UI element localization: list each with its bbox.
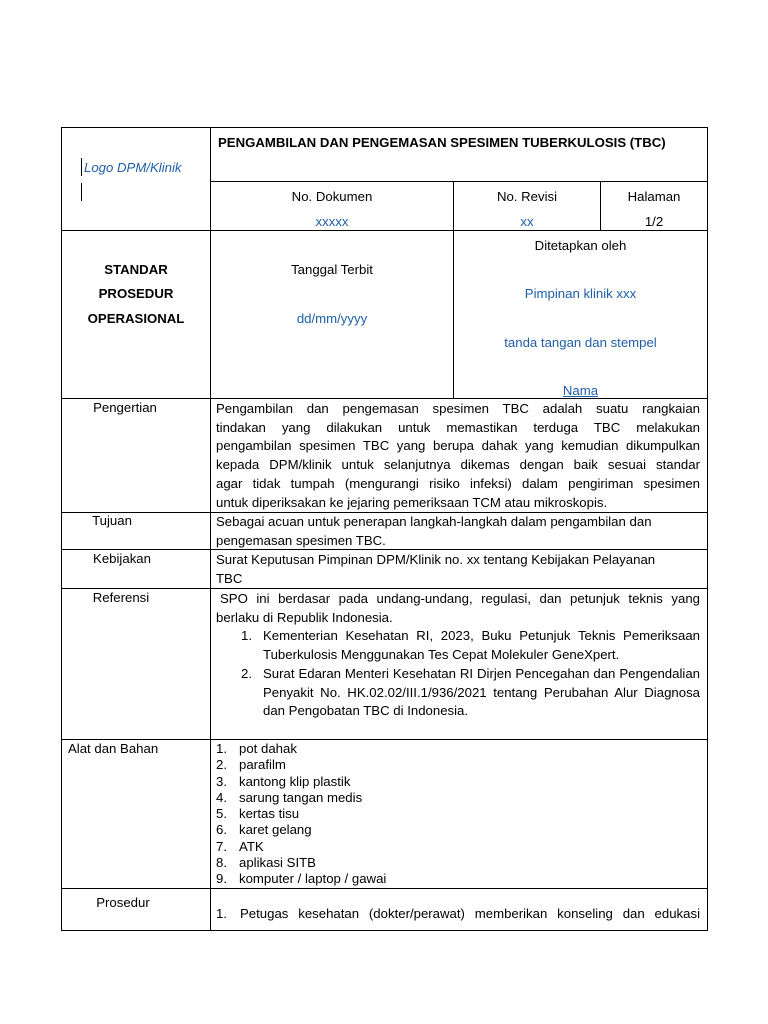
section-label-pengertian: Pengertian xyxy=(93,400,157,415)
list-number: 1. xyxy=(241,628,252,644)
list-number: 9. xyxy=(216,871,227,887)
list-item xyxy=(216,741,700,757)
doc-number-value: xxxxx xyxy=(315,214,349,229)
tool-name: sarung tangan medis xyxy=(239,789,363,805)
issue-date-value: dd/mm/yyyy xyxy=(296,311,368,326)
list-number: 6. xyxy=(216,822,227,838)
list-number: 8. xyxy=(216,855,227,871)
list-number: 3. xyxy=(216,773,227,789)
list-number: 1. xyxy=(216,741,227,756)
tool-name: komputer / laptop / gawai xyxy=(239,871,387,887)
section-label-tujuan: Tujuan xyxy=(92,513,132,528)
text-line: Sebagai acuan untuk penerapan langkah-langkah dalam pengambilan dan xyxy=(216,514,652,529)
section-label-prosedur: Prosedur xyxy=(96,895,150,910)
list-item xyxy=(216,822,700,838)
list-item xyxy=(216,627,700,664)
reference-text: Kementerian Kesehatan RI, 2023, Buku Petunjuk Teknis Pemeriksaan Tuberkulosis Menggunakan Tes Cepat Molekuler GeneXpert. xyxy=(263,628,700,663)
issue-date-label: Tanggal Terbit xyxy=(291,262,373,277)
text-line: agar tidak tumpah (mengurangi risiko infeksi) dalam pengiriman spesimen xyxy=(216,475,700,491)
list-number: 5. xyxy=(216,806,227,822)
list-item xyxy=(216,905,700,924)
page-label: Halaman xyxy=(627,189,681,204)
list-item xyxy=(216,806,700,822)
signatory-name: Nama xyxy=(562,383,599,398)
table-divider xyxy=(210,181,708,182)
approved-by-label: Ditetapkan oleh xyxy=(534,238,627,253)
tool-name: parafilm xyxy=(239,757,286,773)
approver-name: Pimpinan klinik xxx xyxy=(524,286,637,301)
logo-placeholder: Logo DPM/Klinik xyxy=(84,160,182,175)
revision-value: xx xyxy=(520,214,534,229)
table-border-left xyxy=(61,127,62,931)
tool-name: karet gelang xyxy=(239,822,312,838)
list-number: 4. xyxy=(216,789,227,805)
table-divider xyxy=(61,888,708,889)
text-cursor-icon xyxy=(81,183,82,201)
table-border-bottom xyxy=(61,930,708,931)
text-line: SPO ini berdasar pada undang-undang, regulasi, dan petunjuk teknis yang xyxy=(220,591,700,606)
section-label-alat-bahan: Alat dan Bahan xyxy=(68,741,159,756)
section-body-kebijakan xyxy=(216,551,700,588)
text-line: Surat Keputusan Pimpinan DPM/Klinik no. xx tentang Kebijakan Pelayanan xyxy=(216,552,656,567)
tool-name: ATK xyxy=(239,838,264,854)
section-body-referensi xyxy=(216,590,700,721)
section-body-prosedur xyxy=(216,905,700,924)
list-number: 2. xyxy=(216,757,227,773)
text-line: kepada DPM/klinik untuk selanjutnya dikemas dengan baik sesuai standar xyxy=(216,457,700,473)
document-title: PENGAMBILAN DAN PENGEMASAN SPESIMEN TUBERKULOSIS (TBC) xyxy=(218,135,666,150)
list-item xyxy=(216,757,700,773)
list-number: 7. xyxy=(216,838,227,854)
section-body-tujuan xyxy=(216,513,700,550)
reference-list xyxy=(216,627,700,721)
list-item xyxy=(216,774,700,790)
signature-note: tanda tangan dan stempel xyxy=(504,335,657,350)
list-item xyxy=(216,665,700,721)
tool-name: pot dahak xyxy=(239,741,297,756)
section-body-alat-bahan xyxy=(216,741,700,888)
sop-title-line2: PROSEDUR xyxy=(98,286,174,301)
list-item xyxy=(216,839,700,855)
section-body-pengertian xyxy=(216,400,700,512)
procedure-step-text: Petugas kesehatan (dokter/perawat) memberikan konseling dan edukasi xyxy=(240,906,700,921)
list-item xyxy=(216,871,700,887)
table-border-top xyxy=(61,127,708,128)
table-border-right xyxy=(707,127,708,931)
reference-text: Surat Edaran Menteri Kesehatan RI Dirjen Pencegahan dan Pengendalian Penyakit No. HK.02.02/III.1/936/2021 tentang Perubahan Alur Diagnosa dan Pengobatan TBC di Indonesia. xyxy=(263,665,700,719)
sop-title-line1: STANDAR xyxy=(104,262,168,277)
list-number: 1. xyxy=(216,906,227,921)
table-divider xyxy=(61,230,708,231)
table-divider xyxy=(61,398,708,399)
section-label-referensi: Referensi xyxy=(92,590,150,605)
section-label-kebijakan: Kebijakan xyxy=(93,551,151,566)
list-item xyxy=(216,855,700,871)
text-line: Pengambilan dan pengemasan spesimen TBC adalah suatu rangkaian xyxy=(216,401,700,416)
table-divider-vertical xyxy=(210,127,211,931)
text-line: TBC xyxy=(216,570,243,586)
text-line: tindakan yang dilakukan untuk memastikan terduga TBC melakukan xyxy=(216,419,700,435)
tool-name: aplikasi SITB xyxy=(239,855,316,871)
text-line: berlaku di Republik Indonesia. xyxy=(216,609,393,625)
table-divider xyxy=(61,739,708,740)
text-line: pengemasan spesimen TBC. xyxy=(216,532,386,548)
text-line: pengambilan spesimen TBC yang berupa dahak yang kemudian dikumpulkan xyxy=(216,438,700,454)
text-line: untuk diperiksakan ke jejaring pemeriksaan TCM atau mikroskopis. xyxy=(216,494,608,510)
list-item xyxy=(216,790,700,806)
page-value: 1/2 xyxy=(644,214,664,229)
list-number: 2. xyxy=(241,665,252,681)
revision-label: No. Revisi xyxy=(496,189,558,204)
doc-number-label: No. Dokumen xyxy=(291,189,373,204)
tool-name: kertas tisu xyxy=(239,806,300,822)
text-cursor-icon xyxy=(81,158,82,176)
procedure-list xyxy=(216,905,700,924)
tool-name: kantong klip plastik xyxy=(239,773,351,789)
sop-title-line3: OPERASIONAL xyxy=(87,311,185,326)
tools-list xyxy=(216,741,700,888)
